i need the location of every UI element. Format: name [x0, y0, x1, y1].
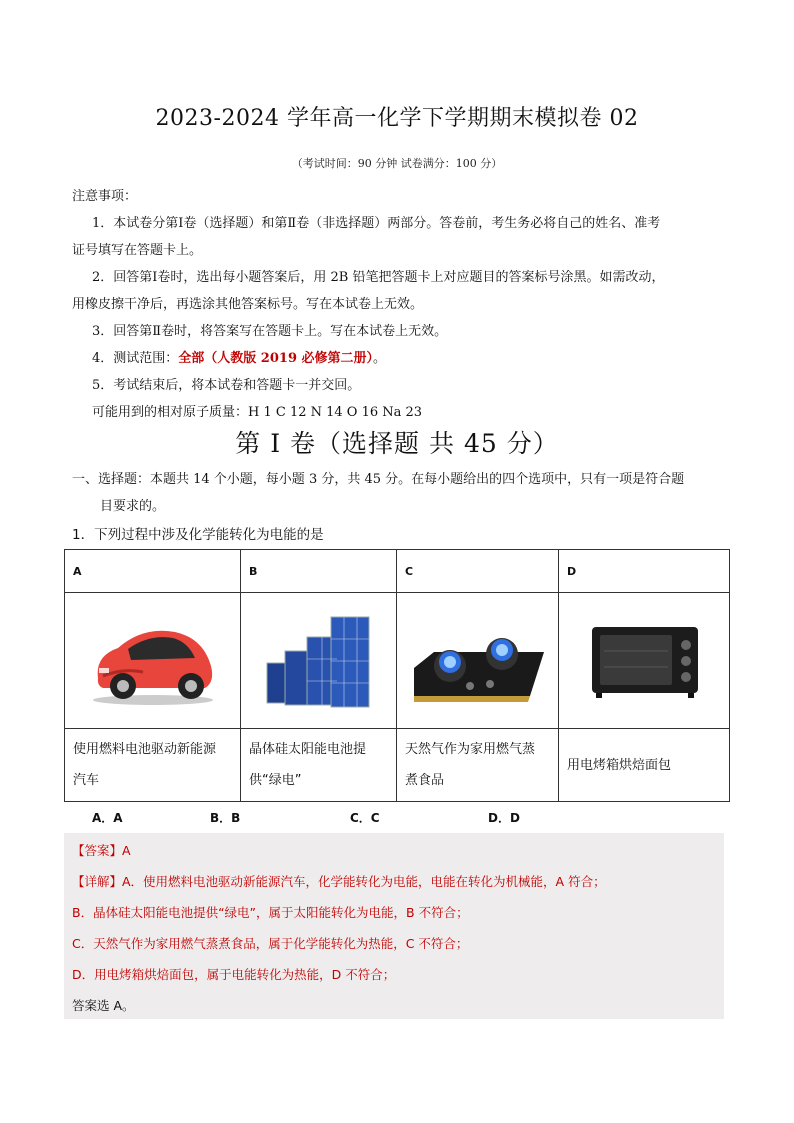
- page-title: 2023-2024 学年高一化学下学期期末模拟卷 02: [155, 106, 639, 131]
- notes-heading: 注意事项：: [72, 189, 138, 204]
- gas-stove-icon: [410, 616, 546, 706]
- choice-b: B．B: [210, 811, 241, 825]
- option-a-text: [65, 729, 241, 802]
- detail-c: C．天然气作为家用燃气蒸煮食品，属于化学能转化为热能，C 不符合；: [72, 936, 469, 951]
- note-3: 3．回答第Ⅱ卷时，将答案写在答题卡上。写在本试卷上无效。: [92, 324, 448, 339]
- note-4-suffix: 。: [373, 351, 387, 366]
- answer-choices: [92, 809, 520, 826]
- option-a-letter: A: [65, 550, 241, 593]
- option-a-text-line-2: 汽车: [73, 773, 100, 788]
- note-5: 5．考试结束后，将本试卷和答题卡一并交回。: [92, 378, 361, 393]
- option-d-text: 用电烤箱烘焙面包: [559, 729, 730, 802]
- choice-a: A．A: [92, 811, 123, 825]
- options-table: [64, 549, 730, 802]
- note-4-prefix: 4．测试范围：: [92, 351, 179, 366]
- note-2-line-2: 用橡皮擦干净后，再选涂其他答案标号。写在本试卷上无效。: [72, 297, 424, 312]
- option-c-image: [397, 593, 559, 729]
- section-instructions: [72, 466, 732, 520]
- note-4: [72, 345, 732, 372]
- oven-icon: [584, 621, 704, 701]
- car-icon: [83, 616, 223, 706]
- section-title: 第 I 卷（选择题 共 45 分）: [235, 429, 559, 458]
- option-a-text-line-1: 使用燃料电池驱动新能源: [73, 742, 217, 757]
- instructions-line-2: 目要求的。: [100, 499, 166, 514]
- option-c-letter: C: [397, 550, 559, 593]
- notes-block: [72, 183, 732, 426]
- note-1-line-2: 证号填写在答题卡上。: [72, 243, 203, 258]
- question-1-stem: 1．下列过程中涉及化学能转化为电能的是: [72, 527, 324, 543]
- option-c-text-line-2: 煮食品: [405, 773, 445, 788]
- option-d-image: [559, 593, 730, 729]
- note-4-scope: 全部（人教版 2019 必修第二册）: [178, 351, 374, 366]
- detail-b: B．晶体硅太阳能电池提供“绿电”，属于太阳能转化为电能，B 不符合；: [72, 905, 469, 920]
- option-b-letter: B: [241, 550, 397, 593]
- answer-line: 【答案】A: [72, 843, 131, 858]
- detail-a: 【详解】A．使用燃料电池驱动新能源汽车，化学能转化为电能，电能在转化为机械能，A 符合；: [72, 874, 606, 889]
- atomic-mass-line: 可能用到的相对原子质量：H 1 C 12 N 14 O 16 Na 23: [92, 405, 423, 420]
- answer-explanation: [64, 833, 724, 1019]
- solar-panel-icon: [259, 611, 379, 711]
- choice-c: C．C: [350, 811, 380, 825]
- option-b-text: [241, 729, 397, 802]
- detail-d: D．用电烤箱烘焙面包，属于电能转化为热能，D 不符合；: [72, 967, 396, 982]
- option-b-text-line-1: 晶体硅太阳能电池提: [249, 742, 367, 757]
- option-b-text-line-2: 供“绿电”: [249, 773, 302, 788]
- option-c-text: [397, 729, 559, 802]
- note-2-line-1: 2．回答第Ⅰ卷时，选出每小题答案后，用 2B 铅笔把答题卡上对应题目的答案标号涂黑。如需改动，: [92, 270, 665, 285]
- option-d-letter: D: [559, 550, 730, 593]
- option-c-text-line-1: 天然气作为家用燃气蒸: [405, 742, 536, 757]
- instructions-line-1: 一、选择题：本题共 14 个小题，每小题 3 分，共 45 分。在每小题给出的四个选项中，只有一项是符合题: [72, 472, 685, 487]
- conclusion: 答案选 A。: [72, 998, 135, 1013]
- option-a-image: [65, 593, 241, 729]
- note-1-line-1: 1．本试卷分第Ⅰ卷（选择题）和第Ⅱ卷（非选择题）两部分。答卷前，考生务必将自己的姓名、准考: [92, 216, 661, 231]
- option-b-image: [241, 593, 397, 729]
- choice-d: D．D: [488, 811, 520, 825]
- exam-info: （考试时间：90 分钟 试卷满分：100 分）: [291, 157, 503, 170]
